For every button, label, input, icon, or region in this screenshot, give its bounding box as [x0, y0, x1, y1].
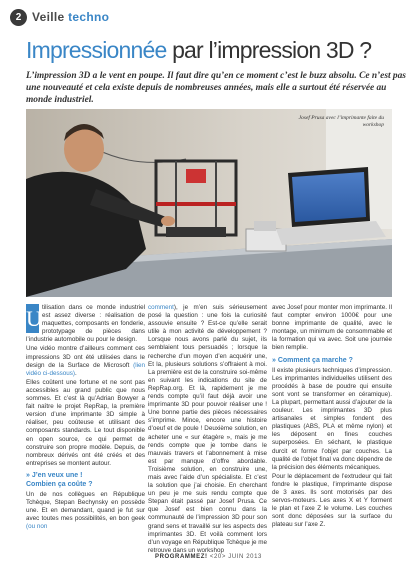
- section-title: [32, 10, 109, 24]
- column1-paragraph2-end: .: [75, 369, 77, 377]
- article-photo: [26, 109, 392, 297]
- column1-paragraph4: [26, 491, 145, 531]
- article-title-part2: par l’impression 3D ?: [172, 37, 372, 63]
- section-header: [10, 7, 109, 27]
- article-column-1: [26, 304, 145, 532]
- article-column-2: [148, 304, 267, 556]
- photo-credit: Josef Prusa avec l’imprimante faite du workshop: [298, 115, 384, 128]
- subheading-want-one-line2: Combien ça coûte ?: [26, 480, 93, 488]
- column2-paragraph1: [148, 304, 267, 555]
- footer-date: JUIN 2013: [228, 554, 262, 560]
- column1-paragraph2-text: Une vidéo montre d’ailleurs comment ces impressions 3D ont été utilisées dans le design de la Surface de Microsoft: [26, 345, 145, 369]
- article-title-part1: Impressionnée: [26, 37, 167, 63]
- footer-separator-right: >: [221, 554, 226, 560]
- dropcap-letter: U: [26, 306, 42, 331]
- section-title-word2: techno: [68, 10, 110, 24]
- column2-paragraph1-link[interactable]: comment: [148, 304, 174, 311]
- article-title: [26, 37, 406, 63]
- video-link[interactable]: (lien vidéo ci-dessous): [26, 361, 145, 377]
- article-column-3: [272, 304, 392, 530]
- footer-page-number: 20: [213, 554, 222, 560]
- section-title-word1: Veille: [32, 10, 65, 24]
- column1-paragraph3: Elles coûtent une fortune et ne sont pas accessibles au grand public que nous sommes. Et c’est là qu’Adrian Bowyer a fait naître le projet RepRap, la première version d’une imprimante 3D simple à réaliser, peu coûteuse et utilisant des composants standards. Le tout disponible en open source, ce qui permet de construire son propre modèle. Depuis, de nombreux dérivés ont été créés et des entreprises se montent autour.: [26, 378, 145, 467]
- column3-paragraph2: Il existe plusieurs techniques d’impression. Les imprimantes individuelles utilisent des procédés à base de poudre qui ensuite sont vont se transformer en céramique). La plupart, permettant aussi d’ajouter de la couleur. Les imprimantes 3D plus artisanales et simples fondent des plastiques (ABS, PLA et même nylon) et les déposent en fines couches superposées. En séchant, le plastique durcit et forme l’objet par couches. La qualité de l’objet final va donc dépendre de la précision des éléments mécaniques.: [272, 366, 392, 471]
- column1-paragraph1: [26, 304, 145, 344]
- page-number-badge: 2: [10, 9, 27, 26]
- subheading-want-one: [26, 471, 145, 489]
- subheading-want-one-line1: » J’en veux une !: [26, 471, 83, 479]
- column1-paragraph1-text: tilisation dans ce monde industriel est assez diverse : réalisation de maquettes, composants en fonderie, prototypage de pièces dans l’industrie automobile ou pour le design.: [26, 304, 145, 344]
- subheading-how-it-works: » Comment ça marche ?: [272, 356, 353, 364]
- column3-paragraph1: avec Josef pour monter mon imprimante. Il faut compter environ 1000€ pour une bonne imprimante de qualité, avec le montage, un minimum de consommable et la formation qui va avec. Soit une journée bien remplie.: [272, 304, 392, 352]
- column1-paragraph2: [26, 345, 145, 377]
- article-lead: L’impression 3D a le vent en poupe. Il faut dire qu’en ce moment c’est le buzz absolu. Ce n’est pas une nouveauté et cela existe depuis de nombreuses années, mais elle a surtout été réservée au monde industriel.: [26, 71, 406, 105]
- footer-magazine-name: PROGRAMMEZ!: [154, 554, 208, 560]
- photo-illustration: [26, 109, 392, 297]
- footer-separator-left: <: [209, 554, 214, 560]
- column1-paragraph4-text: Un de nos collègues en République Tchèque, Stepan Bechynsky en possède une. Et en demandant, quand je fut sur avec toutes mes possibilités, en bon geek: [26, 490, 145, 523]
- column2-paragraph1-text: ), je m’en suis sérieusement posé la question : une fois la curiosité assouvie ensuite ? Est-ce qu’elle serait utile à mon activité de développement ? Lorsque nous avons parlé du sujet, ils semblaient tous persuadés ; lorsque la recherche d’un moyen d’en acquérir une, Et la, plusieurs solutions s’offraient à moi. La première est de la construire soi-même en suivant les indications du site de RepRap.org. Et là, rapidement je me rends compte qu’il faut déjà avoir une imprimante 3D pour pouvoir réaliser une ! Une bonne partie des pièces nécessaires s’imprime. Mince, encore une histoire d’oeuf et de poule ! Deuxième solution, en acheter une « sur étagère », mais je me rends compte que je tombe dans le mauvais travers et l’abonnement à mise est par manque d’offre abordable. Troisième solution, en construire une, mais avec l’aide d’un spécialiste. Et c’est la solution que j’ai choisie. En cherchant un peu je me suis rendu compte que Stepan était passé par Josef Prusa. Ce que Josef est bien connu dans la communauté de l’impression 3D pour son grand sens et travaillé sur les aspects des imprimantes 3D. Et voilà comment lors d’un voyage en République Tchèque je me retrouve dans un workshop: [148, 304, 267, 554]
- column3-paragraph3: Pour le déplacement de l’extrudeur qui fait fondre le plastique, l’imprimante dispose de 3 axes. Ils sont motorisés par des servos-moteurs. Les axes X et Y forment le plan et l’axe Z le volume. Les couches sont donc déposées sur la surface du plateau sur l’axe Z.: [272, 472, 392, 529]
- column1-paragraph4-link[interactable]: (ou non: [26, 523, 48, 531]
- page-footer: [0, 554, 417, 560]
